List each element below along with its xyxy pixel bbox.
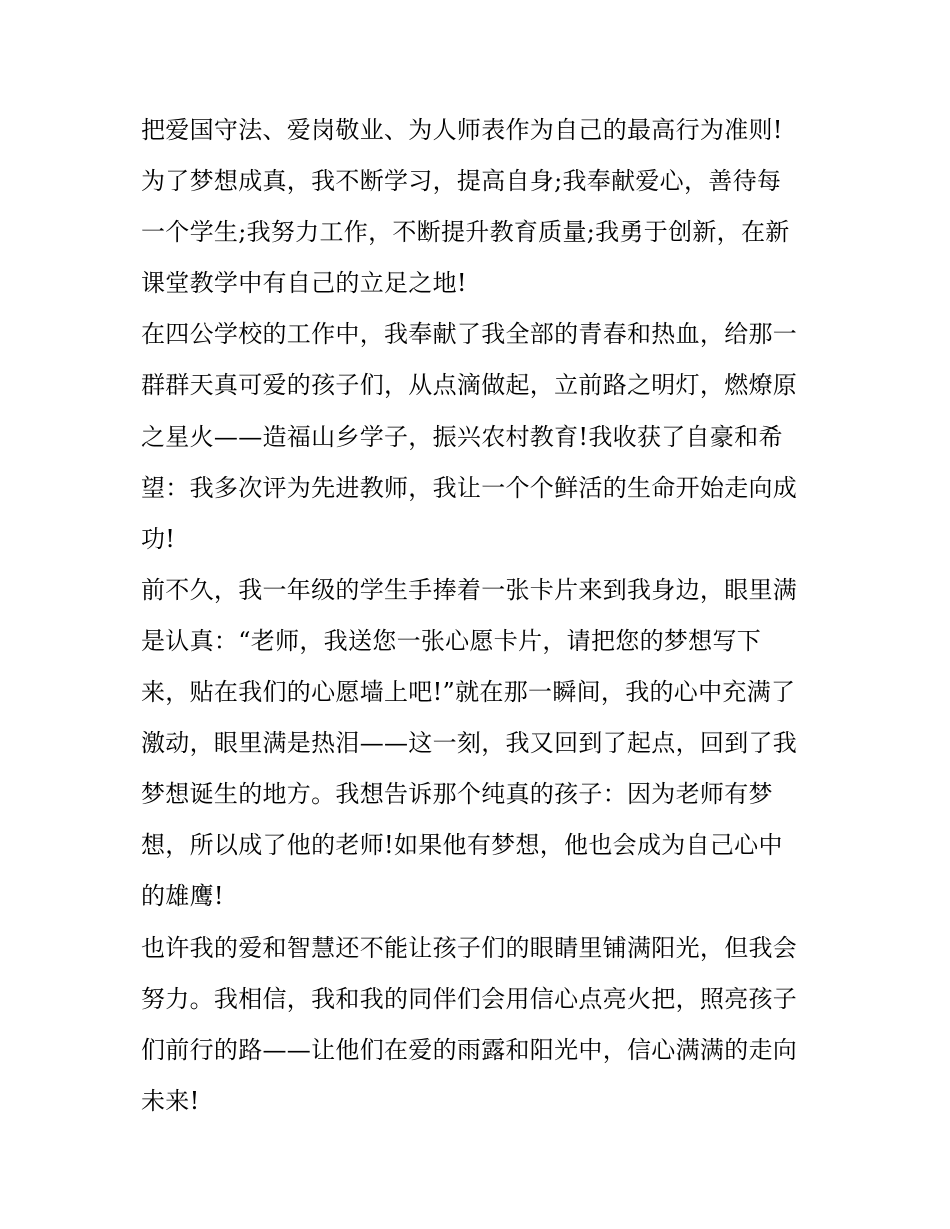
text-line: 也许我的爱和智慧还不能让孩子们的眼睛里铺满阳光，但我会	[141, 933, 798, 962]
text-line: 一个学生;我努力工作，不断提升教育质量;我勇于创新，在新	[141, 218, 790, 247]
text-line: 激动，眼里满是热泪——这一刻，我又回到了起点，回到了我	[141, 729, 798, 758]
text-line: 群群天真可爱的孩子们，从点滴做起，立前路之明灯，燃燎原	[141, 371, 798, 400]
text-line: 未来!	[141, 1086, 200, 1115]
text-line: 努力。我相信，我和我的同伴们会用信心点亮火把，照亮孩子	[141, 984, 798, 1013]
text-line: 在四公学校的工作中，我奉献了我全部的青春和热血，给那一	[141, 320, 798, 349]
text-line: 课堂教学中有自己的立足之地!	[141, 269, 467, 298]
text-line: 望：我多次评为先进教师，我让一个个鲜活的生命开始走向成	[141, 473, 798, 502]
text-line: 梦想诞生的地方。我想告诉那个纯真的孩子：因为老师有梦	[141, 780, 773, 809]
text-line: 想，所以成了他的老师!如果他有梦想，他也会成为自己心中	[141, 831, 783, 860]
text-line: 前不久，我一年级的学生手捧着一张卡片来到我身边，眼里满	[141, 575, 798, 604]
text-line: 为了梦想成真，我不断学习，提高自身;我奉献爱心，善待每	[141, 167, 782, 196]
text-line: 把爱国守法、爱岗敬业、为人师表作为自己的最高行为准则!	[141, 116, 783, 144]
text-line: 功!	[141, 524, 176, 553]
body-text	[141, 105, 831, 1127]
text-line: 来，贴在我们的心愿墙上吧!”就在那一瞬间，我的心中充满了	[141, 678, 796, 707]
text-line: 是认真：“老师，我送您一张心愿卡片，请把您的梦想写下	[141, 626, 762, 655]
text-line: 们前行的路——让他们在爱的雨露和阳光中，信心满满的走向	[141, 1035, 798, 1064]
text-line: 之星火——造福山乡学子，振兴农村教育!我收获了自豪和希	[141, 422, 783, 451]
text-line: 的雄鹰!	[141, 882, 224, 911]
